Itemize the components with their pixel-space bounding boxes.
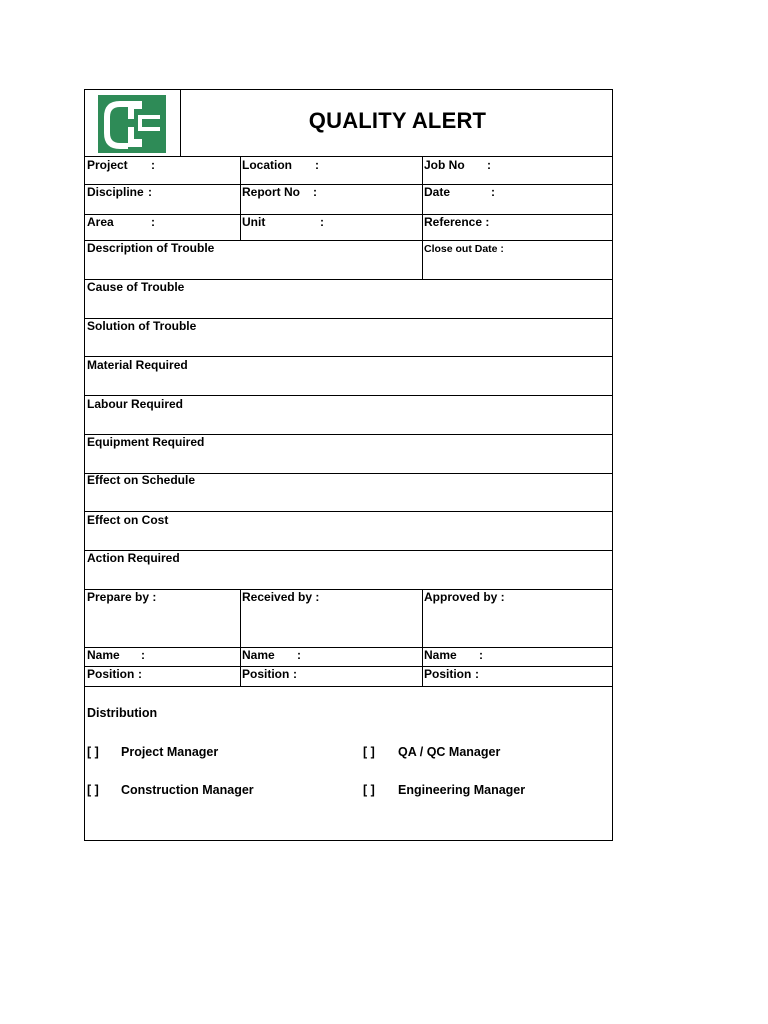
position-colon: : [475,667,479,681]
quality-alert-form [84,89,613,841]
name-colon: : [297,648,301,662]
area-label: Area [87,215,114,229]
position-colon: : [293,667,297,681]
name-label: Name [242,648,275,662]
unit-colon: : [320,215,324,229]
name-label: Name [87,648,120,662]
received-by-label: Received by : [242,590,320,604]
distribution-label: Distribution [87,706,158,720]
action-label: Action Required [87,551,180,565]
checkbox-project-manager[interactable]: [ ] [87,745,99,759]
position-label: Position [424,667,472,681]
solution-label: Solution of Trouble [87,319,197,333]
qa-qc-manager-label: QA / QC Manager [398,745,501,759]
date-colon: : [491,185,495,199]
position-label: Position [242,667,290,681]
report-no-label: Report No [242,185,300,199]
reference-label: Reference : [424,215,490,229]
construction-manager-label: Construction Manager [121,783,254,797]
job-no-colon: : [487,158,491,172]
report-no-colon: : [313,185,317,199]
form-title: QUALITY ALERT [308,108,487,133]
description-label: Description of Trouble [87,241,215,255]
prepare-by-label: Prepare by : [87,590,157,604]
name-colon: : [141,648,145,662]
labour-label: Labour Required [87,397,184,411]
discipline-colon: : [148,185,152,199]
checkbox-construction-manager[interactable]: [ ] [87,783,99,797]
date-label: Date [424,185,451,199]
schedule-label: Effect on Schedule [87,473,196,487]
material-label: Material Required [87,358,188,372]
unit-label: Unit [242,215,266,229]
equipment-label: Equipment Required [87,435,205,449]
close-out-date-label: Close out Date : [424,243,504,255]
area-colon: : [151,215,155,229]
name-label: Name [424,648,457,662]
checkbox-engineering-manager[interactable]: [ ] [363,783,375,797]
cause-label: Cause of Trouble [87,280,185,294]
cost-label: Effect on Cost [87,513,169,527]
name-colon: : [479,648,483,662]
location-label: Location [242,158,292,172]
project-colon: : [151,158,155,172]
approved-by-label: Approved by : [424,590,505,604]
engineering-manager-label: Engineering Manager [398,783,526,797]
position-colon: : [138,667,142,681]
project-label: Project [87,158,128,172]
location-colon: : [315,158,319,172]
discipline-label: Discipline [87,185,144,199]
position-label: Position [87,667,135,681]
project-manager-label: Project Manager [121,745,219,759]
job-no-label: Job No [424,158,465,172]
checkbox-qa-qc-manager[interactable]: [ ] [363,745,375,759]
company-logo-icon [98,95,166,153]
